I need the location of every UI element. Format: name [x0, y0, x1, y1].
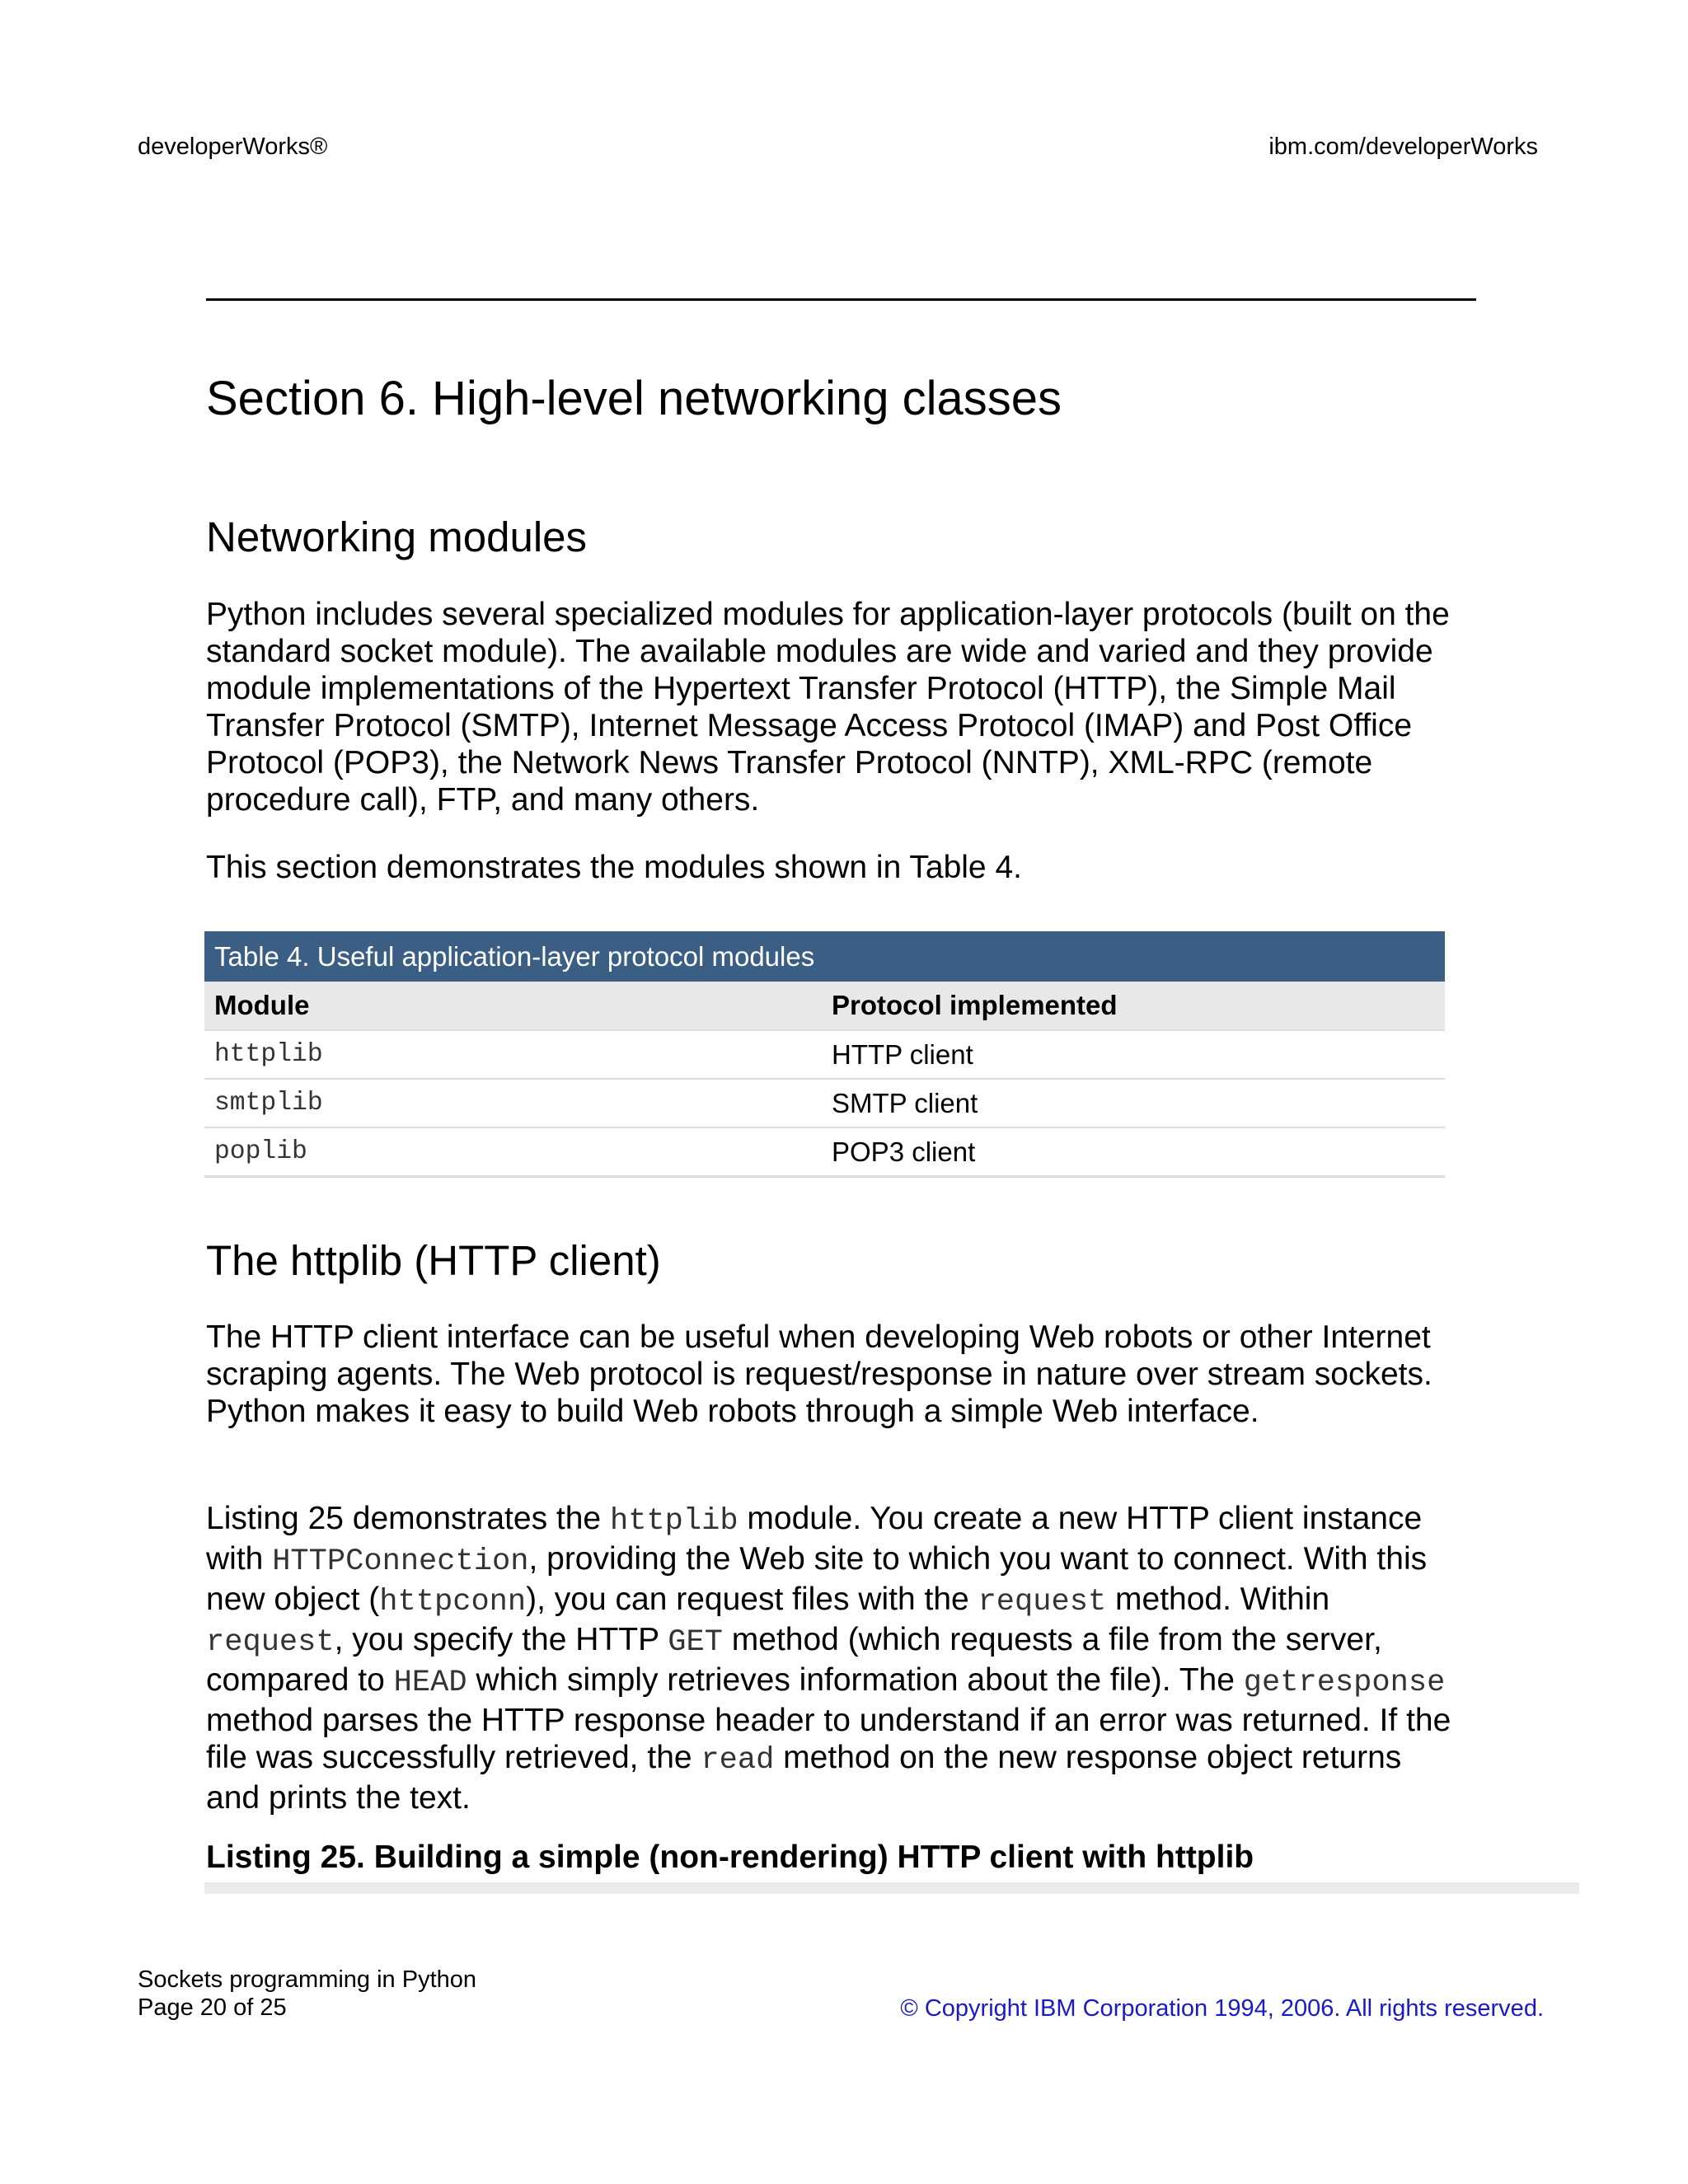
module-cell: poplib: [204, 1127, 822, 1177]
footer-copyright-link[interactable]: © Copyright IBM Corporation 1994, 2006. All rights reserved.: [900, 1995, 1544, 2022]
column-header-module: Module: [204, 982, 822, 1030]
code-head: HEAD: [393, 1666, 467, 1700]
code-get: GET: [668, 1625, 723, 1660]
header-site-url[interactable]: ibm.com/developerWorks: [1268, 134, 1538, 160]
networking-heading: Networking modules: [206, 513, 588, 560]
code-httplib: httplib: [609, 1504, 738, 1539]
code-request: request: [978, 1585, 1107, 1619]
code-listing-box: [204, 1882, 1579, 1894]
table-row: [204, 1127, 1445, 1177]
column-header-protocol: Protocol implemented: [822, 982, 1445, 1030]
table-header-row: [204, 982, 1445, 1030]
code-httpconnection: HTTPConnection: [272, 1544, 529, 1579]
code-request: request: [206, 1625, 335, 1660]
code-getresponse: getresponse: [1243, 1666, 1446, 1700]
protocol-modules-table: [204, 931, 1445, 1178]
code-read: read: [701, 1743, 775, 1778]
section-divider: [206, 298, 1476, 301]
listing-title: Listing 25. Building a simple (non-rendering) HTTP client with httplib: [206, 1840, 1254, 1875]
section-title: Section 6. High-level networking classes: [206, 372, 1062, 425]
header-brand: developerWorks®: [138, 134, 328, 160]
table-row: [204, 1079, 1445, 1127]
httplib-intro-paragraph: The HTTP client interface can be useful when developing Web robots or other Internet scraping agents. The Web protocol is request/response in nature over stream sockets. Python makes it easy to build Web robots through a simple Web interface.: [206, 1319, 1432, 1429]
protocol-cell: HTTP client: [822, 1030, 1445, 1079]
protocol-cell: SMTP client: [822, 1079, 1445, 1127]
footer-left: [138, 1966, 476, 2022]
module-cell: httplib: [204, 1030, 822, 1079]
footer-doc-title: Sockets programming in Python: [138, 1966, 477, 1993]
protocol-cell: POP3 client: [822, 1127, 1445, 1177]
module-cell: smtplib: [204, 1079, 822, 1127]
footer-page-number: Page 20 of 25: [138, 1994, 287, 2021]
httplib-heading: The httplib (HTTP client): [206, 1237, 661, 1284]
table-row: [204, 1030, 1445, 1079]
code-httpconn: httpconn: [379, 1585, 527, 1619]
listing-description-paragraph: Listing 25 demonstrates the httplib module. You create a new HTTP client instance with HTTPConnection, providing the Web site to which you want to connect. With this new object (httpconn), you can request files with the request method. Within request, you specify the HTTP GET method (which requests a file from the server, compared to HEAD which simply retrieves information about the file). The getresponse method parses the HTTP response header to understand if an error was returned. If the file was successfully retrieved, the read method on the new response object returns and prints the text.: [206, 1501, 1451, 1816]
table-intro-paragraph: This section demonstrates the modules shown in Table 4.: [206, 850, 1022, 885]
networking-paragraph: Python includes several specialized modules for application-layer protocols (built on the standard socket module). The available modules are wide and varied and they provide module implementations of the Hypertext Transfer Protocol (HTTP), the Simple Mail Transfer Protocol (SMTP), Internet Message Access Protocol (IMAP) and Post Office Protocol (POP3), the Network News Transfer Protocol (NNTP), XML-RPC (remote procedure call), FTP, and many others.: [206, 597, 1450, 818]
table-caption: Table 4. Useful application-layer protocol modules: [204, 931, 1445, 982]
